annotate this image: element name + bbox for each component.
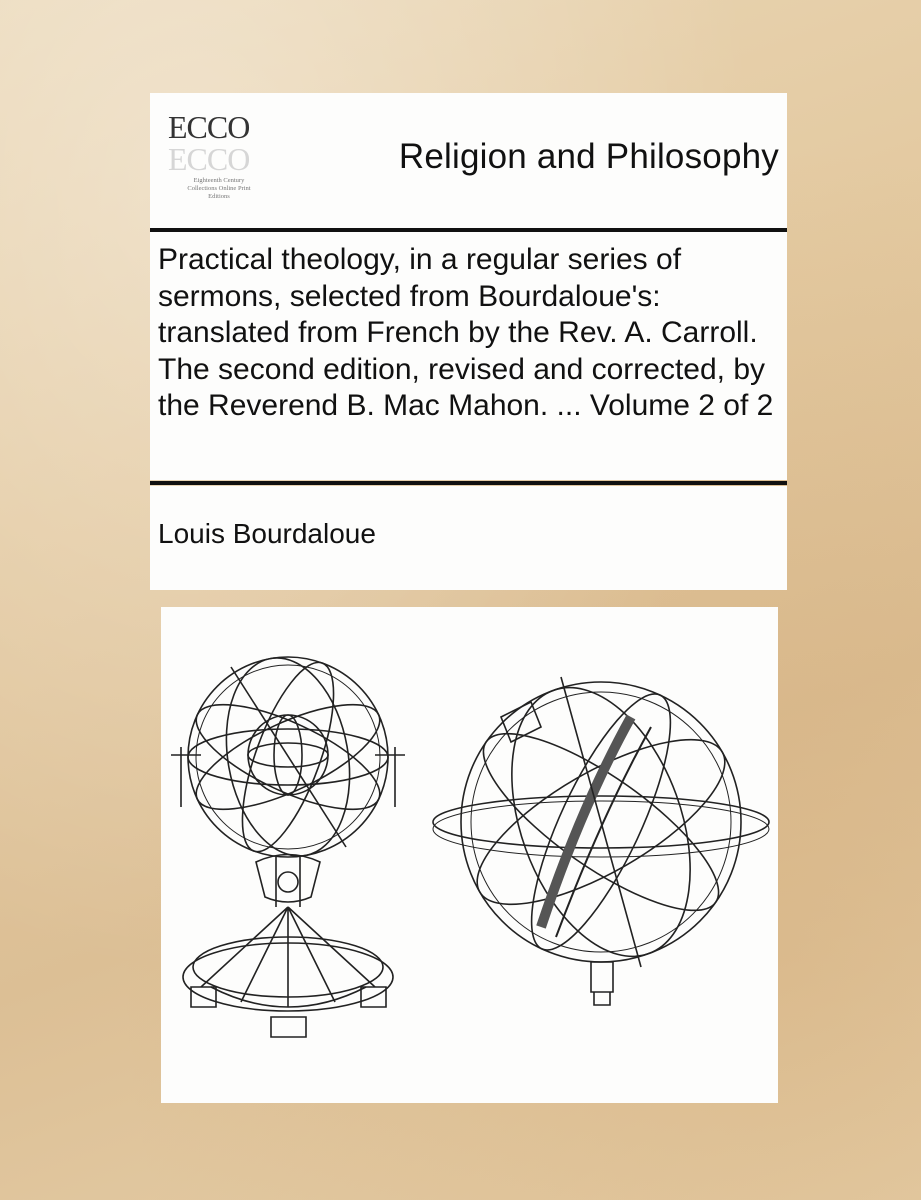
author-name: Louis Bourdaloue [158,518,376,549]
right-armillary-sphere [433,663,769,1005]
left-armillary-sphere [171,648,405,1037]
title-block [150,232,787,480]
logo-mark-reflection: ECCO [168,141,250,177]
divider-rule [150,481,787,485]
series-title: Religion and Philosophy [398,137,779,176]
series-header [150,93,787,228]
armillary-spheres-illustration [161,607,778,1103]
book-title: Practical theology, in a regular series of sermons, selected from Bourdaloue's: translated from French by the Rev. A. Carroll. The second edition, revised and corrected, by the Reverend B. Mac Mahon. ... Volume 2 of 2 [158,243,774,422]
author-block [150,486,787,590]
logo-caption: Eighteenth Century Collections Online Print Editions [187,177,251,200]
logo-mark: ECCO [168,109,250,145]
ecco-logo [166,105,266,215]
illustration-panel [161,607,778,1103]
